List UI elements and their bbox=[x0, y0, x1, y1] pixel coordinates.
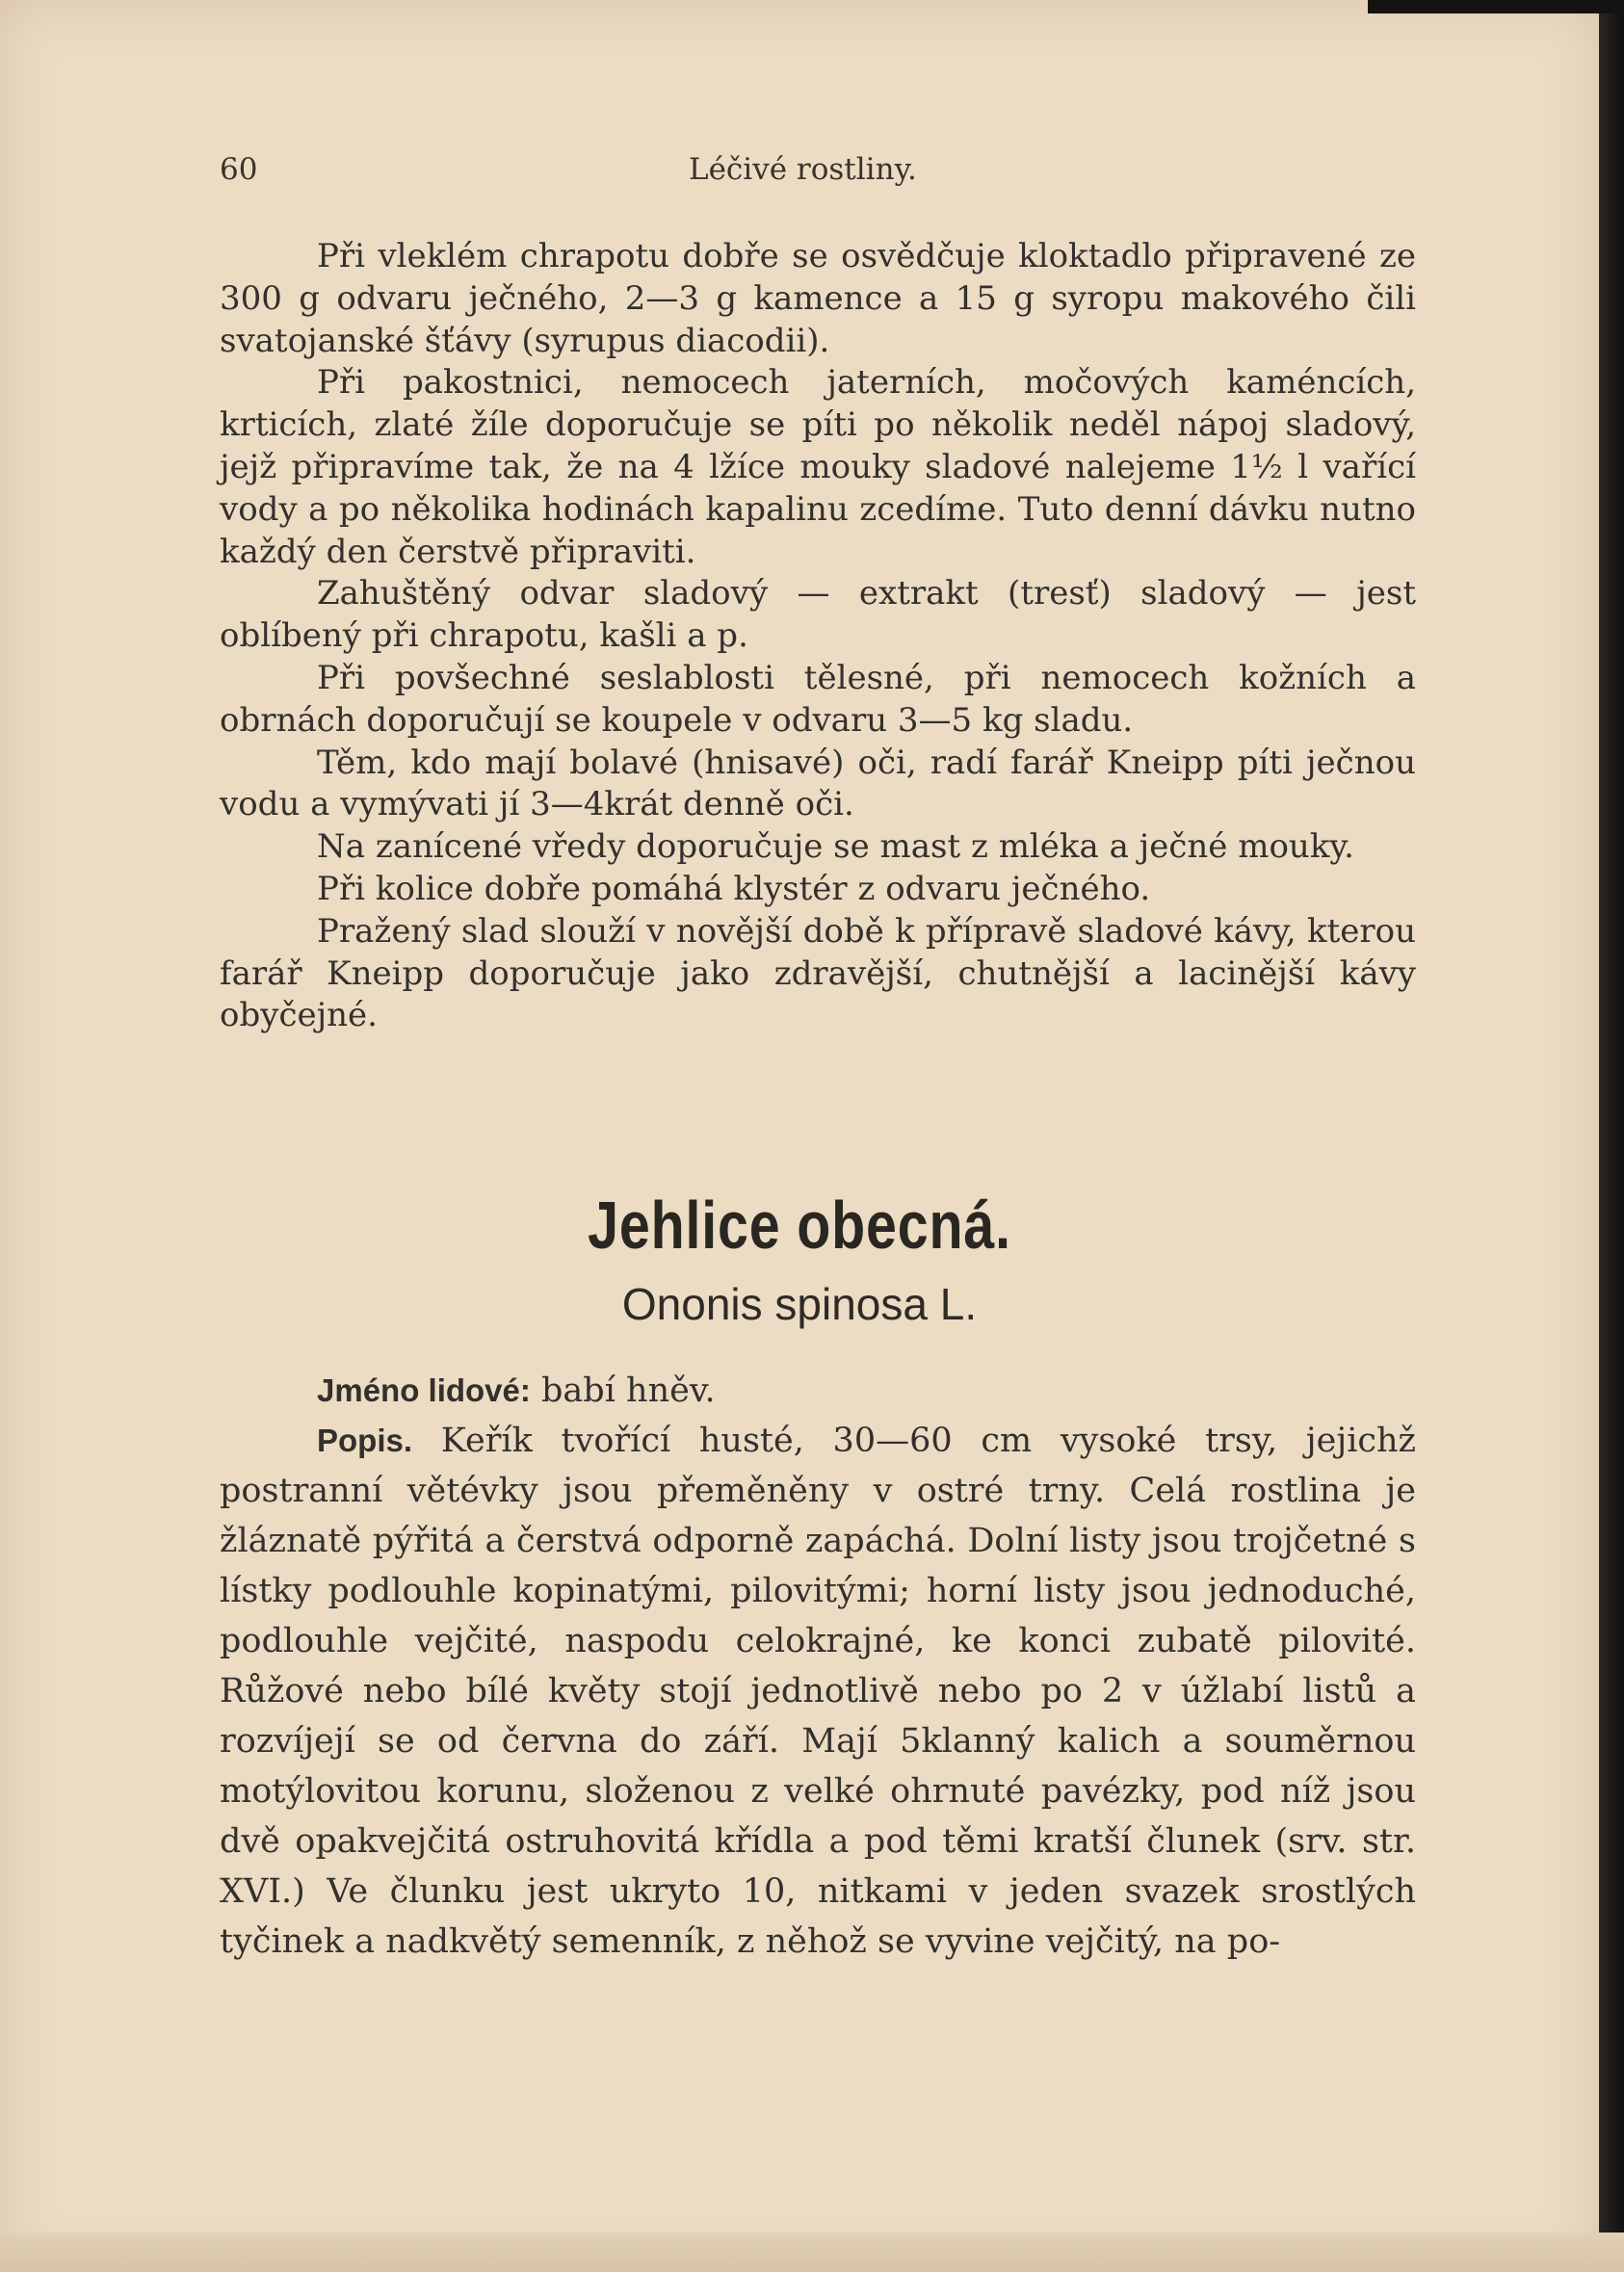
latin-name: Ononis spinosa L. bbox=[621, 1279, 978, 1329]
section-title: Jehlice obecná. bbox=[588, 1188, 1011, 1263]
folk-name-value: babí hněv. bbox=[541, 1371, 716, 1410]
paragraph: Při kolice dobře pomáhá klystér z odvaru ječného. bbox=[317, 869, 1151, 908]
description-paragraph bbox=[220, 1416, 1416, 1967]
top-edge-shadow bbox=[1368, 0, 1624, 13]
paragraph: Zahuštěný odvar sladový — extrakt (tresť) sladový — jest oblíbený při chrapotu, kašli a p. bbox=[220, 574, 1416, 656]
paragraph: Při vleklém chrapotu dobře se osvědčuje kloktadlo připravené ze 300 g odvaru ječného, 2—3 g kamence a 15 g syropu makového čili svatojanské šťávy (syrupus diacodii). bbox=[220, 237, 1416, 360]
page-edge-shadow bbox=[1599, 0, 1624, 2272]
description-label: Popis. bbox=[317, 1423, 413, 1458]
top-text-block bbox=[220, 236, 1416, 1037]
description-text: Keřík tvořící husté, 30—60 cm vysoké trsy, jejichž postranní větévky jsou přeměněny v ostré trny. Celá rostlina je žláznatě pýřitá a čerstvá odporně zapáchá. Dolní listy jsou trojčetné s lístky podlouhle kopinatými, pilovitými; horní listy jsou jednoduché, podlouhle vejčité, naspodu celokrajné, ke konci zubatě pilovité. Růžové nebo bílé květy stojí jednotlivě nebo po 2 v úžlabí listů a rozvíjejí se od června do září. Mají 5klanný kalich a souměrnou motýlovitou korunu, složenou z velké ohrnuté pavézky, pod níž jsou dvě opakvejčitá ostruhovitá křídla a pod těmi kratší člunek (srv. str. XVI.) Ve člunku jest ukryto 10, nitkami v jeden svazek srostlých tyčinek a nadkvětý semenník, z něhož se vyvine vejčitý, na po- bbox=[220, 1422, 1416, 1961]
paragraph: Na zanícené vředy doporučuje se mast z mléka a ječné mouky. bbox=[317, 827, 1354, 867]
paragraph: Těm, kdo mají bolavé (hnisavé) oči, radí farář Kneipp píti ječnou vodu a vymývati jí 3—4krát denně oči. bbox=[220, 743, 1416, 824]
paragraph: Při povšechné seslablosti tělesné, při nemocech kožních a obrnách doporučují se koupele v odvaru 3—5 kg sladu. bbox=[220, 658, 1416, 740]
folk-name-label: Jméno lidové: bbox=[317, 1372, 531, 1408]
folk-name-line bbox=[220, 1366, 1416, 1416]
bottom-margin bbox=[0, 2233, 1624, 2272]
paragraph: Pražený slad slouží v novější době k přípravě sladové kávy, kterou farář Kneipp doporučuje jako zdravější, chutnější a lacinější kávy obyčejné. bbox=[220, 911, 1416, 1035]
description-block bbox=[220, 1366, 1416, 1967]
running-title: Léčivé rostliny. bbox=[689, 152, 917, 187]
page-number: 60 bbox=[220, 152, 258, 187]
paragraph: Při pakostnici, nemocech jaterních, močových kaméncích, krticích, zlaté žíle doporučuje se píti po několik neděl nápoj sladový, jejž připravíme tak, že na 4 lžíce mouky sladové nalejeme 1½ l vařící vody a po několika hodinách kapalinu zcedíme. Tuto denní dávku nutno každý den čerstvě připraviti. bbox=[220, 363, 1416, 571]
